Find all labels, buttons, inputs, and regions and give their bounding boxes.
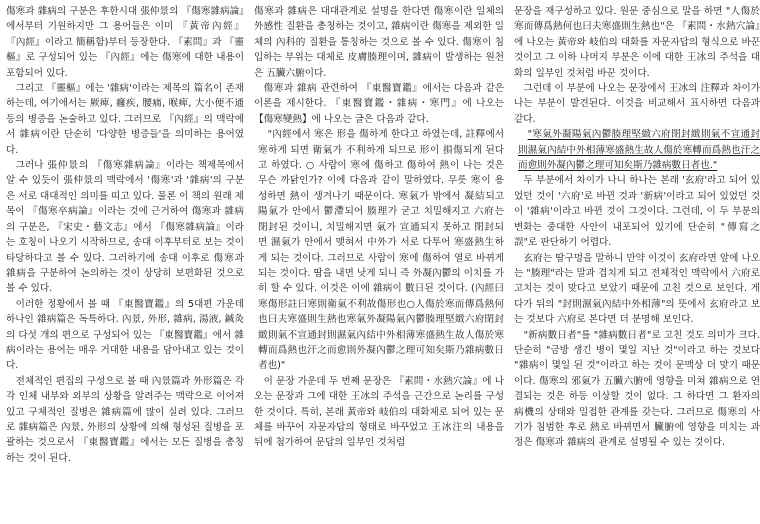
- paragraph: 문장을 재구성하고 있다. 원문 중심으로 말을 하면 "人傷於寒而傳爲熱何也曰夫寒盛則生熱也"은 『素問・水熱穴論』에 나오는 黃帝와 岐伯의 대화를 자문자답의 형식으로 바꾼 것이고 그 이하 나머지 부분은 이에 대한 王冰의 주석을 대화의 일부인 것처럼 바꾼 것이다.: [514, 6, 760, 79]
- paragraph: 그러나 張仲景의 『傷寒雜病論』이라는 책제목에서 알 수 있듯이 張仲景의 맥락에서 '傷寒'과 '雜病'의 구분은 서로 대대적인 의미를 띠고 있다. 물론 이 책의 원래 제목이 『傷寒卒病論』이라는 것에 근거하여 傷寒과 雜病의 구분은, 『宋史・藝文志』에서 『傷寒雜病論』이라는 호칭이 나오기 시작하므로, 송대 이후부터로 보는 것이 타당하다고 볼 수 있다. 그러하기에 송대 이후로 傷寒과 雜病을 구분하여 논의하는 것이 상당히 보편화된 것으로 볼 수 있다.: [6, 160, 244, 295]
- column-right: [514, 4, 760, 524]
- paragraph: 傷寒과 雜病의 구분은 후한시대 張仲景의 『傷寒雜病論』에서부터 기원하지만 그 용어들은 이미 『黃帝內經』 『內經』이라고 簡稱함)부터 등장한다. 『素問』과 『靈樞』로 구성되어 있는 『內經』에는 傷寒에 대한 내용이 포함되어 있다.: [6, 6, 244, 79]
- quotation: "寒氣外凝陽氣內鬱腠理堅緻六府閉封緻則氣不宣通封則濕氣內結中外相薄寒盛熱生故人傷於寒轉而爲熱也汗之而愈則外凝內鬱之理可知矣斯乃雜病數日者也.": [518, 129, 760, 172]
- paragraph: 이러한 정황에서 볼 때 『東醫寶鑑』의 5대편 가운데 하나인 雜病篇은 독특하다. 內景, 外形, 雜病, 湯液, 鍼灸의 다섯 개의 편으로 구성되어 있는 『東醫寶鑑』에서 雜病이라는 용어는 매우 거대한 내용을 담아내고 있는 것이다.: [6, 298, 244, 372]
- column-middle: [254, 4, 504, 524]
- paragraph: 그리고 『靈樞』에는 '雜病'이라는 제목의 篇名이 존재하는데, 여기에서는 厥痺, 癰疾, 腰痛, 喉痺, 大小便不通 등의 병증을 논술하고 있다. 그러므로 『內經』의 맥락에서 雜病이란 단순히 '다양한 병증들'을 의미하는 용어였다.: [6, 83, 244, 156]
- paragraph: 傷寒과 雜病은 대대관계로 설명을 한다면 傷寒이란 일체의 外感性 질환을 총칭하는 것이고, 雜病이란 傷寒을 제외한 일체의 內科的 질환을 통칭하는 것으로 볼 수 있다. 傷寒이 침입하는 부위는 대체로 皮膚腠理이며, 雜病이 발생하는 원천은 五臟六腑이다.: [254, 6, 504, 79]
- paragraph: 玄府는 땀구멍을 말하니 만약 이것이 玄府라면 앞에 나오는 "腠理"라는 말과 겹치게 되고 전체적인 맥락에서 六府로 고치는 것이 맞다고 보았기 때문에 고친 것으로 보인다. 게다가 뒤의 "封則濕氣內結中外相薄"의 뜻에서 玄府라고 보는 것보다 六府로 본다면 더 분명해 보인다.: [514, 252, 760, 326]
- quotation: "內經에서 寒은 形을 傷하게 한다고 하였는데, 註釋에서 寒하게 되면 衛氣가 不利하게 되므로 形이 損傷되게 된다고 하였다. ○ 사람이 寒에 傷하고 傷하여 熱이 나는 것은 무슨 까닭인가? 이에 다음과 같이 말하였다. 무릇 寒이 용성하면 熱이 생겨나기 때문이다. 寒氣가 밖에서 凝結되고 陽氣가 안에서 鬱滯되어 腠理가 굳고 치밀해지고 六府는 閉封된 것이니, 치밀해지면 氣가 宣通되지 못하고 閉封되면 濕氣가 안에서 맺혀서 中外가 서로 다투어 寒盛熱生하게 되는 것이다. 그러므로 사람이 寒에 傷하여 열로 바뀌게 되는 것이다. 땀을 내면 낫게 되니 즉 外凝內鬱의 이치를 가히 할 수 있다. 이것은 이에 雜病이 數日된 것이다. (內經曰寒傷形註曰寒則衛氣不利故傷形也○人傷於寒而傳爲熱何也曰夫寒盛則生熱也寒氣外凝陽氣內鬱腠理堅緻六府閉封緻則氣不宣通封則濕氣內結中外相薄寒盛熱生故人傷於寒轉而爲熱也汗之而愈則外凝內鬱之理可知矣斯乃雜病數日者也)": [258, 129, 504, 372]
- paragraph: "新病數日者"를 "雜病數日者"로 고친 것도 의미가 크다. 단순히 "금방 생긴 병이 몇일 지난 것"이라고 하는 것보다 "雜病이 몇일 된 것"이라고 하는 것이 문맥상 더 맞기 때문이다. 傷寒의 邪氣가 五臟六腑에 영향을 미쳐 雜病으로 연결되는 것은 하등 이상할 것이 없다. 그 하다면 그 환자의 病機의 상태와 밀접한 관계를 갖는다. 그러므로 傷寒의 사기가 침범한 후로 熱로 바뀌면서 臟腑에 영향을 미치는 과정은 傷寒과 雜病의 관계로 설명될 수 있는 것이다.: [514, 329, 760, 449]
- paragraph: 전체적인 편집의 구성으로 볼 때 內景篇과 外形篇은 각각 인체 내부와 외부의 상황을 알려주는 맥락으로 이어져 있고 구체적인 질병은 雜病篇에 많이 실려 있다. 그러므로 雜病篇은 內景, 外形의 상황에 의해 형성된 질병을 포괄하는 것으로서 『東醫寶鑑』에서는 모든 질병을 총칭하는 것이 된다.: [6, 375, 244, 464]
- paragraph: 傷寒과 雜病 관련하여 『東醫寶鑑』에서는 다음과 같은 이론을 제시한다. 『東醫寶鑑・雜病・寒門』에 나오는 【傷寒變熱】에 나오는 글은 다음과 같다.: [254, 83, 504, 125]
- column-left: [6, 4, 244, 524]
- paragraph: 이 문장 가운데 두 번째 문장은 『素問・水熱穴論』에 나오는 문장과 그에 대한 王冰의 주석을 근간으로 논리를 구성한 것이다. 특히, 본래 黃帝와 岐伯의 대화체로 되어 있는 문체를 바꾸어 자문자답의 형태로 바꾸었고 王冰注의 내용을 뒤에 첨가하여 문답의 일부인 것처럼: [254, 375, 504, 449]
- paragraph: 두 부분에서 차이가 나니 하나는 본래 '玄府'라고 되어 있었던 것이 '六府'로 바뀐 것과 '新病'이라고 되어 있었던 것이 '雜病'이라고 바뀐 것이 그것이다. 그런데, 이 두 부분의 변화는 중대한 사안이 내포되어 있기에 단순히 "傳寫之誤"로 판단하기 어렵다.: [514, 175, 760, 249]
- paragraph: 그런데 이 부분에 나오는 문장에서 王冰의 注釋과 차이가 나는 부분이 발견된다. 이것을 비교해서 표시하면 다음과 같다.: [514, 83, 760, 125]
